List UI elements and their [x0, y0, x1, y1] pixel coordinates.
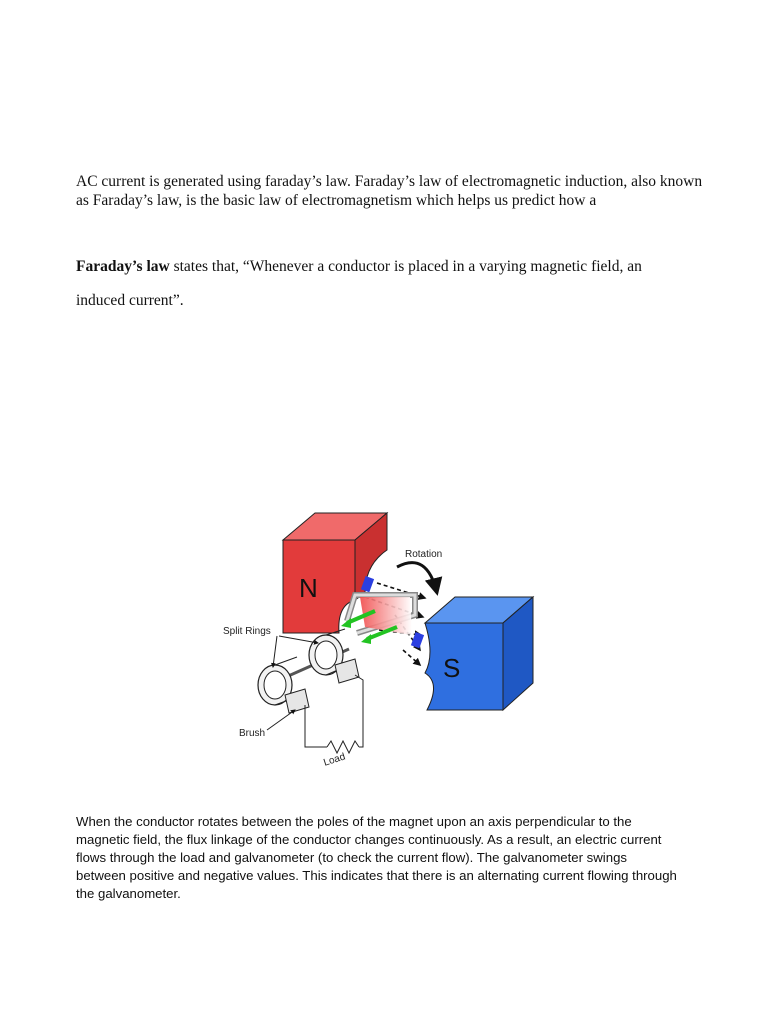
intro-line-2: as Faraday’s law, is the basic law of electromagnetism which helps us predict how a	[76, 192, 597, 209]
south-magnet	[425, 597, 533, 710]
explanation-line-5: the galvanometer.	[76, 886, 181, 901]
faraday-law-bold: Faraday’s law	[76, 258, 170, 275]
split-rings-label: Split Rings	[223, 626, 271, 637]
faraday-statement-text: states that, “Whenever a conductor is placed in a varying magnetic field, an	[169, 258, 642, 275]
brush-label: Brush	[239, 728, 266, 739]
split-rings	[223, 626, 345, 705]
rotation-label: Rotation	[405, 549, 443, 560]
faraday-statement-line-1	[76, 256, 642, 277]
rotation-arrow	[397, 549, 442, 593]
explanation-line-3: flows through the load and galvanometer (to check the current flow). The galvanometer swings	[76, 850, 627, 865]
explanation-line-2: magnetic field, the flux linkage of the conductor changes continuously. As a result, an electric current	[76, 832, 662, 847]
south-pole-label: S	[443, 653, 461, 683]
faraday-statement-line-2: induced current”.	[76, 292, 184, 309]
load-label: Load	[322, 751, 347, 769]
north-pole-label: N	[299, 573, 318, 603]
load-circuit	[305, 675, 363, 769]
explanation-line-1: When the conductor rotates between the poles of the magnet upon an axis perpendicular to the	[76, 814, 632, 829]
ac-generator-diagram	[215, 505, 545, 770]
intro-line-1: AC current is generated using faraday’s law. Faraday’s law of electromagnetic induction, also known	[76, 173, 703, 190]
explanation-line-4: between positive and negative values. This indicates that there is an alternating current flowing through	[76, 868, 677, 883]
